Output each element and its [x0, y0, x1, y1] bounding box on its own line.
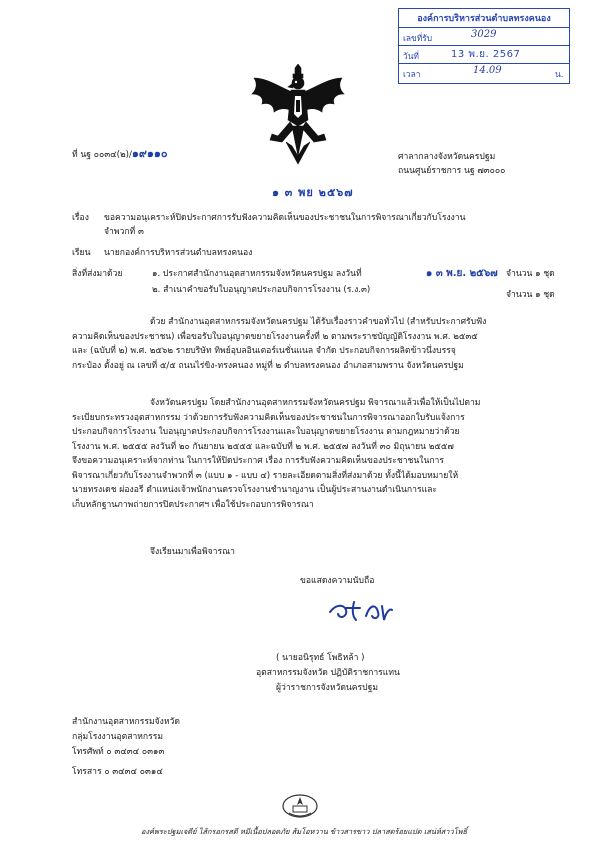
contact-fax: โทรสาร ๐ ๓๔๓๔ ๐๓๑๔ — [72, 767, 163, 777]
stamp-time-value: 14.09 — [473, 65, 502, 76]
contact-division: กลุ่มโรงงานอุตสาหกรรม — [72, 732, 164, 742]
signer-name: ( นายอนิรุทธ์ โพธิหล้า ) — [276, 653, 365, 663]
body-paragraph-2 — [72, 396, 542, 512]
letter-date: ๑ ๓ พย ๒๕๖๗ — [272, 186, 354, 199]
subject-label: เรื่อง — [72, 213, 89, 223]
stamp-row-date — [399, 45, 569, 64]
body-p2-line: โรงงาน พ.ศ. ๒๕๕๕ ลงวันที่ ๒๐ กันยายน ๒๕๕๕ และฉบับที่ ๒ พ.ศ. ๒๕๕๗ ลงวันที่ ๓๐ มิถุนายน ๒๕๕๗ — [72, 441, 454, 452]
stamp-row-number — [399, 27, 569, 46]
subject-line-2: จำพวกที่ ๓ — [104, 227, 144, 237]
body-p1-line: กระป๋อง ตั้งอยู่ ณ เลขที่ ๕/๕ ถนนไร่ขิง-ทรงคนอง หมู่ที่ ๒ ตำบลทรงคนอง อำเภอสามพราน จังหวัดนครปฐม — [72, 360, 464, 371]
footer-slogan: องค์พระปฐมเจดีย์ ไส้กรอกรสดี หมีเนื้อปลอดภัย ส้มโอหวาน ข้าวสารขาว ปลาสดร้อยแปด เสน่ห์สาวโพธิ์ — [141, 827, 467, 836]
regards-text: ขอแสดงความนับถือ — [300, 576, 375, 586]
reference-value: ๑๙๑๑๐ — [131, 147, 168, 160]
subject-line-1: ขอความอนุเคราะห์ปิดประกาศการรับฟังความคิดเห็นของประชาชนในการพิจารณาเกี่ยวกับโรงงาน — [104, 213, 466, 223]
closing-line: จึงเรียนมาเพื่อพิจารณา — [150, 547, 235, 557]
body-p2-line: จึงขอความอนุเคราะห์จากท่าน ในการให้ปิดประกาศ เรื่อง การรับฟังความคิดเห็นของประชาชนในการ — [72, 456, 444, 466]
stamp-no-label: เลขที่รับ — [403, 33, 433, 43]
contact-phone: โทรศัพท์ ๐ ๓๔๓๔ ๐๓๑๓ — [72, 747, 165, 757]
stamp-no-value: 3029 — [471, 29, 497, 40]
nakhon-pathom-emblem-icon — [281, 793, 319, 819]
enclosure-item-2-qty: จำนวน ๑ ชุด — [506, 290, 555, 300]
body-p2-line: นายทรงเดช ผ่องอรี ตำแหน่งเจ้าพนักงานตรวจโรงงานชำนาญงาน เป็นผู้ประสานงานดำเนินการและ — [72, 485, 437, 495]
enclosures-label: สิ่งที่ส่งมาด้วย — [72, 269, 123, 279]
body-p1-line: ด้วย สำนักงานอุตสาหกรรมจังหวัดนครปฐม ได้รับเรื่องราวคำขอทั่วไป (สำหรับประกาศรับฟัง — [150, 317, 487, 327]
enclosure-item-2: ๒. สำเนาคำขอรับใบอนุญาตประกอบกิจการโรงงาน (ร.ง.๓) — [152, 285, 371, 295]
stamp-org: องค์การบริหารส่วนตำบลทรงคนอง — [417, 14, 551, 24]
stamp-time-label: เวลา — [403, 69, 421, 79]
garuda-emblem-icon — [248, 64, 348, 168]
body-paragraph-1 — [72, 315, 542, 373]
enclosure-item-1: ๑. ประกาศสำนักงานอุตสาหกรรมจังหวัดนครปฐม ลงวันที่ — [152, 269, 362, 279]
body-p2-line: ระเบียบกระทรวงอุตสาหกรรม ว่าด้วยการรับฟังความคิดเห็นของประชาชนในการพิจารณาออกใบรับแจ้งการ — [72, 412, 465, 423]
reference-label: ที่ นฐ ๐๐๓๔(๒)/ — [72, 150, 132, 160]
reference-number — [72, 148, 168, 161]
enclosure-item-1-qty: จำนวน ๑ ชุด — [506, 269, 555, 279]
body-p2-line: จังหวัดนครปฐม โดยสำนักงานอุตสาหกรรมจังหวัดนครปฐม พิจารณาแล้วเพื่อให้เป็นไปตาม — [150, 398, 481, 408]
signer-title-2: ผู้ว่าราชการจังหวัดนครปฐม — [276, 683, 379, 693]
contact-office: สำนักงานอุตสาหกรรมจังหวัด — [72, 717, 180, 727]
signer-title-1: อุตสาหกรรมจังหวัด ปฏิบัติราชการแทน — [256, 668, 400, 678]
stamp-date-value: 13 พ.ย. 2567 — [451, 49, 521, 60]
issuer-line-2: ถนนศูนย์ราชการ นฐ ๗๓๐๐๐ — [398, 166, 506, 176]
stamp-time-suffix: น. — [555, 69, 564, 79]
body-p1-line: ความคิดเห็นของประชาชน) เพื่อขอรับใบอนุญาตขยายโรงงานครั้งที่ ๒ ตามพระราชบัญญัติโรงงาน พ.ศ. ๒๕๓๕ — [72, 331, 478, 342]
receiving-stamp — [398, 8, 570, 84]
enclosure-item-1-date: ๑ ๓ พ.ย. ๒๕๖๗ — [426, 268, 498, 279]
body-p1-line: และ (ฉบับที่ ๒) พ.ศ. ๒๕๖๒ รายบริษัท ทิพย์อุบลอินเตอร์เนชั่นแนล จำกัด ประกอบกิจการผลิตข้าวนึ่งบรรจุ — [72, 346, 456, 356]
salutation-label: เรียน — [72, 248, 91, 258]
handwritten-signature-icon — [326, 596, 396, 626]
body-p2-line: เก็บหลักฐานภาพถ่ายการปิดประกาศฯ เพื่อใช้ประกอบการพิจารณา — [72, 499, 314, 510]
stamp-row-time — [399, 63, 569, 82]
body-p2-line: ประกอบกิจการโรงงาน ใบอนุญาตประกอบกิจการโรงงานและใบอนุญาตขยายโรงงาน ตามกฎหมายว่าด้วย — [72, 427, 460, 437]
issuer-line-1: ศาลากลางจังหวัดนครปฐม — [398, 152, 496, 162]
salutation-recipient: นายกองค์การบริหารส่วนตำบลทรงคนอง — [104, 248, 253, 258]
body-p2-line: พิจารณาเกี่ยวกับโรงงานจำพวกที่ ๓ (แบบ ๑ - แบบ ๔) รายละเอียดตามสิ่งที่ส่งมาด้วย ทั้งนี้ได้มอบหมายให้ — [72, 470, 459, 481]
stamp-date-label: วันที่ — [403, 51, 419, 61]
